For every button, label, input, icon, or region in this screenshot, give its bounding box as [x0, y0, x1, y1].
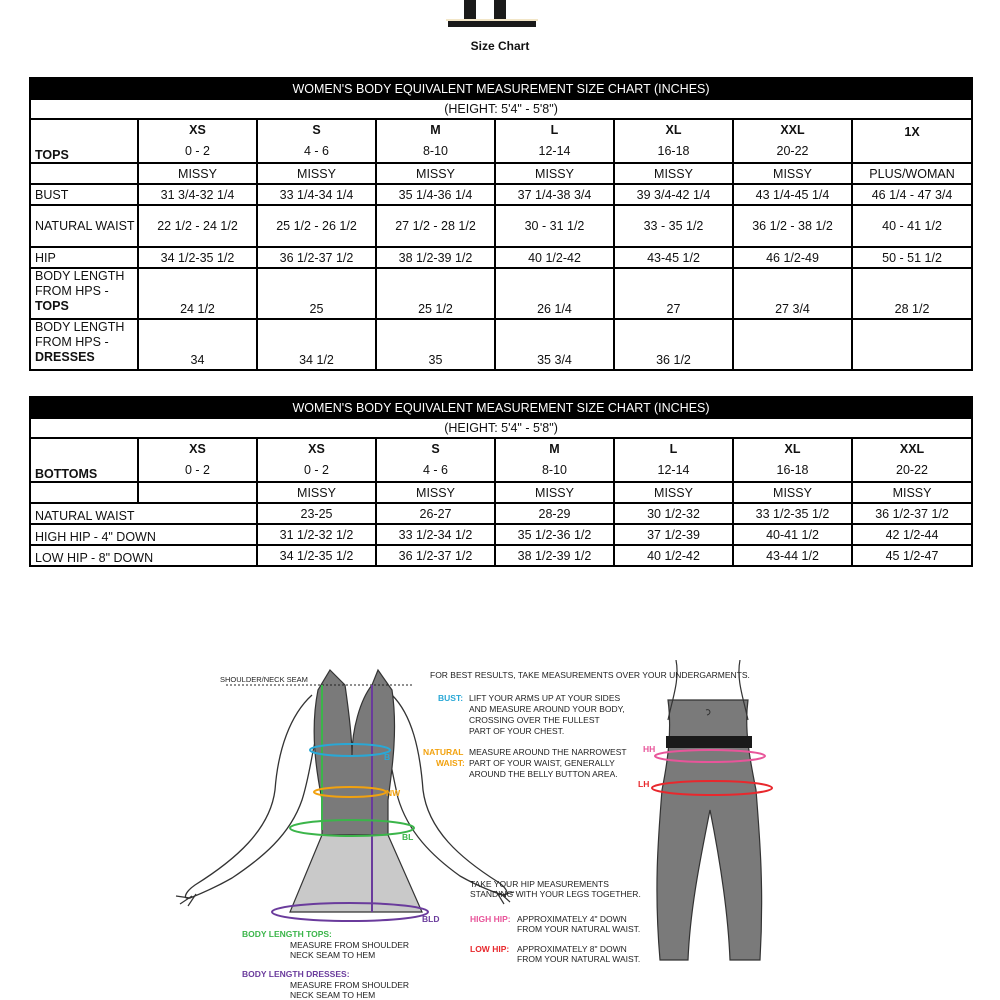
waist-line: AROUND THE BELLY BUTTON AREA. [469, 769, 618, 779]
table-cell: 31 3/4-32 1/4 [138, 184, 257, 205]
waist-line: PART OF YOUR WAIST, GENERALLY [469, 758, 615, 768]
row-label-body-length-dresses [30, 319, 138, 370]
table-cell: 28 1/2 [852, 268, 972, 319]
label-line: FROM HPS - [35, 284, 109, 298]
table-cell: 34 [138, 319, 257, 370]
table-cell: 42 1/2-44 [852, 524, 972, 545]
table-cell: 40 1/2-42 [495, 247, 614, 268]
table-cell: 26 1/4 [495, 268, 614, 319]
size-header-cell [138, 438, 257, 482]
fit-cell: MISSY [495, 482, 614, 503]
bottoms-size-table [29, 396, 973, 567]
marker-bld: BLD [422, 914, 440, 924]
size-header-cell [257, 119, 376, 163]
marker-nw: NW [386, 788, 401, 798]
row-label-hip: HIP [30, 247, 138, 268]
size-range: 20-22 [776, 144, 809, 158]
size-header-cell [257, 438, 376, 482]
row-label-low-hip: LOW HIP - 8" DOWN [30, 545, 257, 566]
dress-skirt [290, 835, 422, 912]
tops-section-label: TOPS [30, 119, 138, 163]
empty-cell [30, 163, 138, 184]
table-cell: 46 1/2-49 [733, 247, 852, 268]
row-label-body-length-tops [30, 268, 138, 319]
size-range: 16-18 [776, 463, 809, 477]
table-cell: 35 1/4-36 1/4 [376, 184, 495, 205]
size-range: 0 - 2 [184, 463, 210, 477]
size-header-cell [614, 119, 733, 163]
size-name: XL [665, 123, 682, 137]
table-cell: 37 1/4-38 3/4 [495, 184, 614, 205]
row-label-high-hip: HIGH HIP - 4" DOWN [30, 524, 257, 545]
label-line: BODY LENGTH [35, 269, 125, 283]
figure-left-arm [185, 695, 318, 898]
size-header-cell [376, 119, 495, 163]
table-cell: 33 1/4-34 1/4 [257, 184, 376, 205]
size-name: XS [308, 442, 325, 456]
waist-line: MEASURE AROUND THE NARROWEST [469, 747, 627, 757]
table-row [30, 524, 972, 545]
table-cell [852, 319, 972, 370]
shoulder-seam-label: SHOULDER/NECK SEAM [220, 675, 308, 684]
waist-keyword: NATURAL [423, 747, 464, 757]
size-header-cell [852, 119, 972, 163]
table-cell: 36 1/2-37 1/2 [257, 247, 376, 268]
table-row [30, 319, 972, 370]
fit-cell: MISSY [495, 163, 614, 184]
waist-keyword: WAIST: [436, 758, 465, 768]
fit-cell: MISSY [614, 163, 733, 184]
table-cell: 25 [257, 268, 376, 319]
body-length-tops-keyword: BODY LENGTH TOPS: [242, 929, 332, 939]
high-hip-line: FROM YOUR NATURAL WAIST. [517, 924, 641, 934]
fit-cell: MISSY [614, 482, 733, 503]
size-name: L [550, 123, 559, 137]
label-line: FROM HPS - [35, 335, 109, 349]
label-bold: DRESSES [35, 350, 95, 364]
table-cell: 35 3/4 [495, 319, 614, 370]
fit-cell: MISSY [852, 482, 972, 503]
size-name: 1X [904, 125, 920, 139]
marker-hh: HH [643, 744, 656, 754]
size-range: 8-10 [422, 144, 449, 158]
table-cell: 33 - 35 1/2 [614, 205, 733, 247]
row-label-bust: BUST [30, 184, 138, 205]
table-cell: 46 1/4 - 47 3/4 [852, 184, 972, 205]
bust-line: AND MEASURE AROUND YOUR BODY, [469, 704, 625, 714]
body-length-tops-line: NECK SEAM TO HEM [290, 950, 376, 960]
high-hip-line: APPROXIMATELY 4" DOWN [517, 914, 627, 924]
waistband [666, 736, 752, 748]
table-cell [733, 319, 852, 370]
fit-cell: MISSY [376, 163, 495, 184]
table-cell: 40-41 1/2 [733, 524, 852, 545]
table-cell: 38 1/2-39 1/2 [495, 545, 614, 566]
size-name: XL [784, 442, 801, 456]
dress-bodice [314, 670, 394, 835]
size-name: L [669, 442, 678, 456]
table-cell: 38 1/2-39 1/2 [376, 247, 495, 268]
table-cell: 22 1/2 - 24 1/2 [138, 205, 257, 247]
tops-size-table [29, 77, 973, 371]
table-cell: 36 1/2-37 1/2 [852, 503, 972, 524]
row-label-natural-waist: NATURAL WAIST [30, 205, 138, 247]
table-cell: 36 1/2 [614, 319, 733, 370]
marker-bl: BL [402, 832, 414, 842]
size-range: 0 - 2 [303, 463, 329, 477]
table-cell: 24 1/2 [138, 268, 257, 319]
body-length-dresses-line: NECK SEAM TO HEM [290, 990, 376, 1000]
table-cell: 30 1/2-32 [614, 503, 733, 524]
tops-table-title: WOMEN'S BODY EQUIVALENT MEASUREMENT SIZE CHART (INCHES) [30, 78, 972, 99]
table-cell: 36 1/2 - 38 1/2 [733, 205, 852, 247]
size-name: S [312, 123, 321, 137]
label-line: BODY LENGTH [35, 320, 125, 334]
table-cell: 34 1/2 [257, 319, 376, 370]
table-cell: 31 1/2-32 1/2 [257, 524, 376, 545]
bust-line: CROSSING OVER THE FULLEST [469, 715, 600, 725]
table-cell: 27 3/4 [733, 268, 852, 319]
fit-cell: PLUS/WOMAN [852, 163, 972, 184]
high-hip-keyword: HIGH HIP: [470, 914, 511, 924]
size-chart-heading: Size Chart [470, 39, 530, 53]
size-range: 8-10 [541, 463, 568, 477]
empty-cell [30, 482, 138, 503]
measurement-guide [0, 660, 1000, 1000]
bottoms-height-note: (HEIGHT: 5'4" - 5'8") [30, 418, 972, 438]
bust-line: PART OF YOUR CHEST. [469, 726, 565, 736]
size-name: XS [189, 442, 206, 456]
table-cell: 33 1/2-35 1/2 [733, 503, 852, 524]
table-row [30, 247, 972, 268]
size-name: M [549, 442, 560, 456]
body-length-dresses-keyword: BODY LENGTH DRESSES: [242, 969, 350, 979]
table-cell: 35 [376, 319, 495, 370]
size-header-cell [852, 438, 972, 482]
body-length-dresses-line: MEASURE FROM SHOULDER [290, 980, 410, 990]
bust-line: LIFT YOUR ARMS UP AT YOUR SIDES [469, 693, 621, 703]
size-name: M [430, 123, 441, 137]
low-hip-keyword: LOW HIP: [470, 944, 510, 954]
empty-cell [138, 482, 257, 503]
size-name: S [431, 442, 440, 456]
table-cell: 33 1/2-34 1/2 [376, 524, 495, 545]
table-cell: 23-25 [257, 503, 376, 524]
table-cell: 43-44 1/2 [733, 545, 852, 566]
table-cell: 36 1/2-37 1/2 [376, 545, 495, 566]
table-cell: 25 1/2 [376, 268, 495, 319]
table-cell: 40 1/2-42 [614, 545, 733, 566]
table-cell: 30 - 31 1/2 [495, 205, 614, 247]
table-cell: 45 1/2-47 [852, 545, 972, 566]
size-name: XXL [780, 123, 805, 137]
fit-cell: MISSY [376, 482, 495, 503]
table-cell: 43 1/4-45 1/4 [733, 184, 852, 205]
size-header-cell [495, 119, 614, 163]
body-length-tops-line: MEASURE FROM SHOULDER [290, 940, 410, 950]
table-cell: 27 1/2 - 28 1/2 [376, 205, 495, 247]
fit-cell: MISSY [257, 482, 376, 503]
table-cell: 27 [614, 268, 733, 319]
low-hip-line: APPROXIMATELY 8" DOWN [517, 944, 627, 954]
size-range: 0 - 2 [184, 144, 210, 158]
size-name: XS [189, 123, 206, 137]
low-hip-line: FROM YOUR NATURAL WAIST. [517, 954, 641, 964]
table-cell: 37 1/2-39 [614, 524, 733, 545]
table-row [30, 205, 972, 247]
table-cell: 50 - 51 1/2 [852, 247, 972, 268]
table-cell: 34 1/2-35 1/2 [138, 247, 257, 268]
table-cell: 39 3/4-42 1/4 [614, 184, 733, 205]
table-row [30, 184, 972, 205]
bottoms-table-title: WOMEN'S BODY EQUIVALENT MEASUREMENT SIZE CHART (INCHES) [30, 397, 972, 418]
fit-cell: MISSY [733, 482, 852, 503]
size-range: 20-22 [896, 463, 929, 477]
hip-line: STANDING WITH YOUR LEGS TOGETHER. [470, 889, 641, 899]
table-cell: 26-27 [376, 503, 495, 524]
bottoms-section-label: BOTTOMS [30, 438, 138, 482]
table-cell: 28-29 [495, 503, 614, 524]
table-cell: 43-45 1/2 [614, 247, 733, 268]
fit-cell: MISSY [257, 163, 376, 184]
size-range: 12-14 [657, 463, 690, 477]
size-header-cell [495, 438, 614, 482]
tops-height-note: (HEIGHT: 5'4" - 5'8") [30, 99, 972, 119]
size-range: 4 - 6 [422, 463, 448, 477]
size-range: 16-18 [657, 144, 690, 158]
size-header-cell [138, 119, 257, 163]
fit-cell: MISSY [138, 163, 257, 184]
size-header-cell [614, 438, 733, 482]
marker-lh: LH [638, 779, 650, 789]
marker-b: B [384, 752, 391, 762]
table-cell: 40 - 41 1/2 [852, 205, 972, 247]
size-range: 12-14 [538, 144, 571, 158]
size-header-cell [376, 438, 495, 482]
size-range: 4 - 6 [303, 144, 329, 158]
brand-logo [446, 0, 538, 30]
bust-keyword: BUST: [438, 693, 464, 703]
label-bold: TOPS [35, 299, 69, 313]
size-header-cell [733, 119, 852, 163]
table-row [30, 268, 972, 319]
fit-cell: MISSY [733, 163, 852, 184]
intro-note: FOR BEST RESULTS, TAKE MEASUREMENTS OVER YOUR UNDERGARMENTS. [430, 670, 750, 680]
table-cell: 34 1/2-35 1/2 [257, 545, 376, 566]
size-name: XXL [899, 442, 925, 456]
table-row [30, 545, 972, 566]
hip-line: TAKE YOUR HIP MEASUREMENTS [470, 879, 609, 889]
size-header-cell [733, 438, 852, 482]
table-cell: 35 1/2-36 1/2 [495, 524, 614, 545]
table-row [30, 503, 972, 524]
table-cell: 25 1/2 - 26 1/2 [257, 205, 376, 247]
row-label-natural-waist: NATURAL WAIST [30, 503, 257, 524]
